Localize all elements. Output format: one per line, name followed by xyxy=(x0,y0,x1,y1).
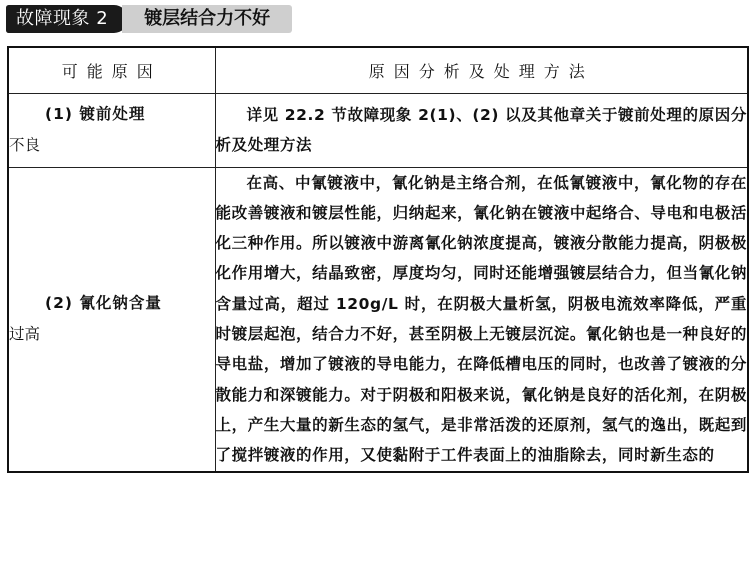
cause-text: (1) 镀前处理 xyxy=(45,105,146,124)
analysis-cell: 在高、中氰镀液中，氰化钠是主络合剂，在低氰镀液中，氰化物的存在能改善镀液和镀层性能，归纳起来，氰化钠在镀液中起络合、导电和电极活化三种作用。所以镀液中游离氰化钠浓度提高，镀液分散能力提高，阴极极化作用增大，结晶致密，厚度均匀，同时还能增强镀层结合力，但当氰化钠含量过高，超过 120g/L 时，在阴极大量析氢，阴极电流效率降低，严重时镀层起泡，结合力不好，甚至阴极上无镀层沉淀。氰化钠也是一种良好的导电盐，增加了镀液的导电能力，在降低槽电压的同时，也改善了镀液的分散能力和深镀能力。对于阴极和阳极来说，氰化钠是良好的活化剂，在阴极上，产生大量的新生态的氢气，是非常活泼的还原剂，氢气的逸出，既起到了搅拌镀液的作用，又使黏附于工件表面上的油脂除去，同时新生态的 xyxy=(215,167,748,471)
section-header xyxy=(6,5,292,33)
cause-text-tail: 过高 xyxy=(9,325,41,344)
column-header-analysis: 原因分析及处理方法 xyxy=(215,47,748,94)
fault-tag: 故障现象 2 xyxy=(6,5,128,33)
fault-table xyxy=(7,46,749,473)
table-row xyxy=(8,167,748,471)
column-header-cause: 可能原因 xyxy=(8,47,215,94)
table-row xyxy=(8,94,748,168)
table-header-row xyxy=(8,47,748,94)
analysis-cell: 详见 22.2 节故障现象 2(1)、(2) 以及其他章关于镀前处理的原因分析及处理方法 xyxy=(215,94,748,168)
cause-text-tail: 不良 xyxy=(9,136,41,155)
cause-text: (2) 氰化钠含量 xyxy=(45,294,162,313)
cause-cell xyxy=(8,94,215,168)
fault-title: 镀层结合力不好 xyxy=(122,5,292,33)
cause-cell xyxy=(8,167,215,471)
